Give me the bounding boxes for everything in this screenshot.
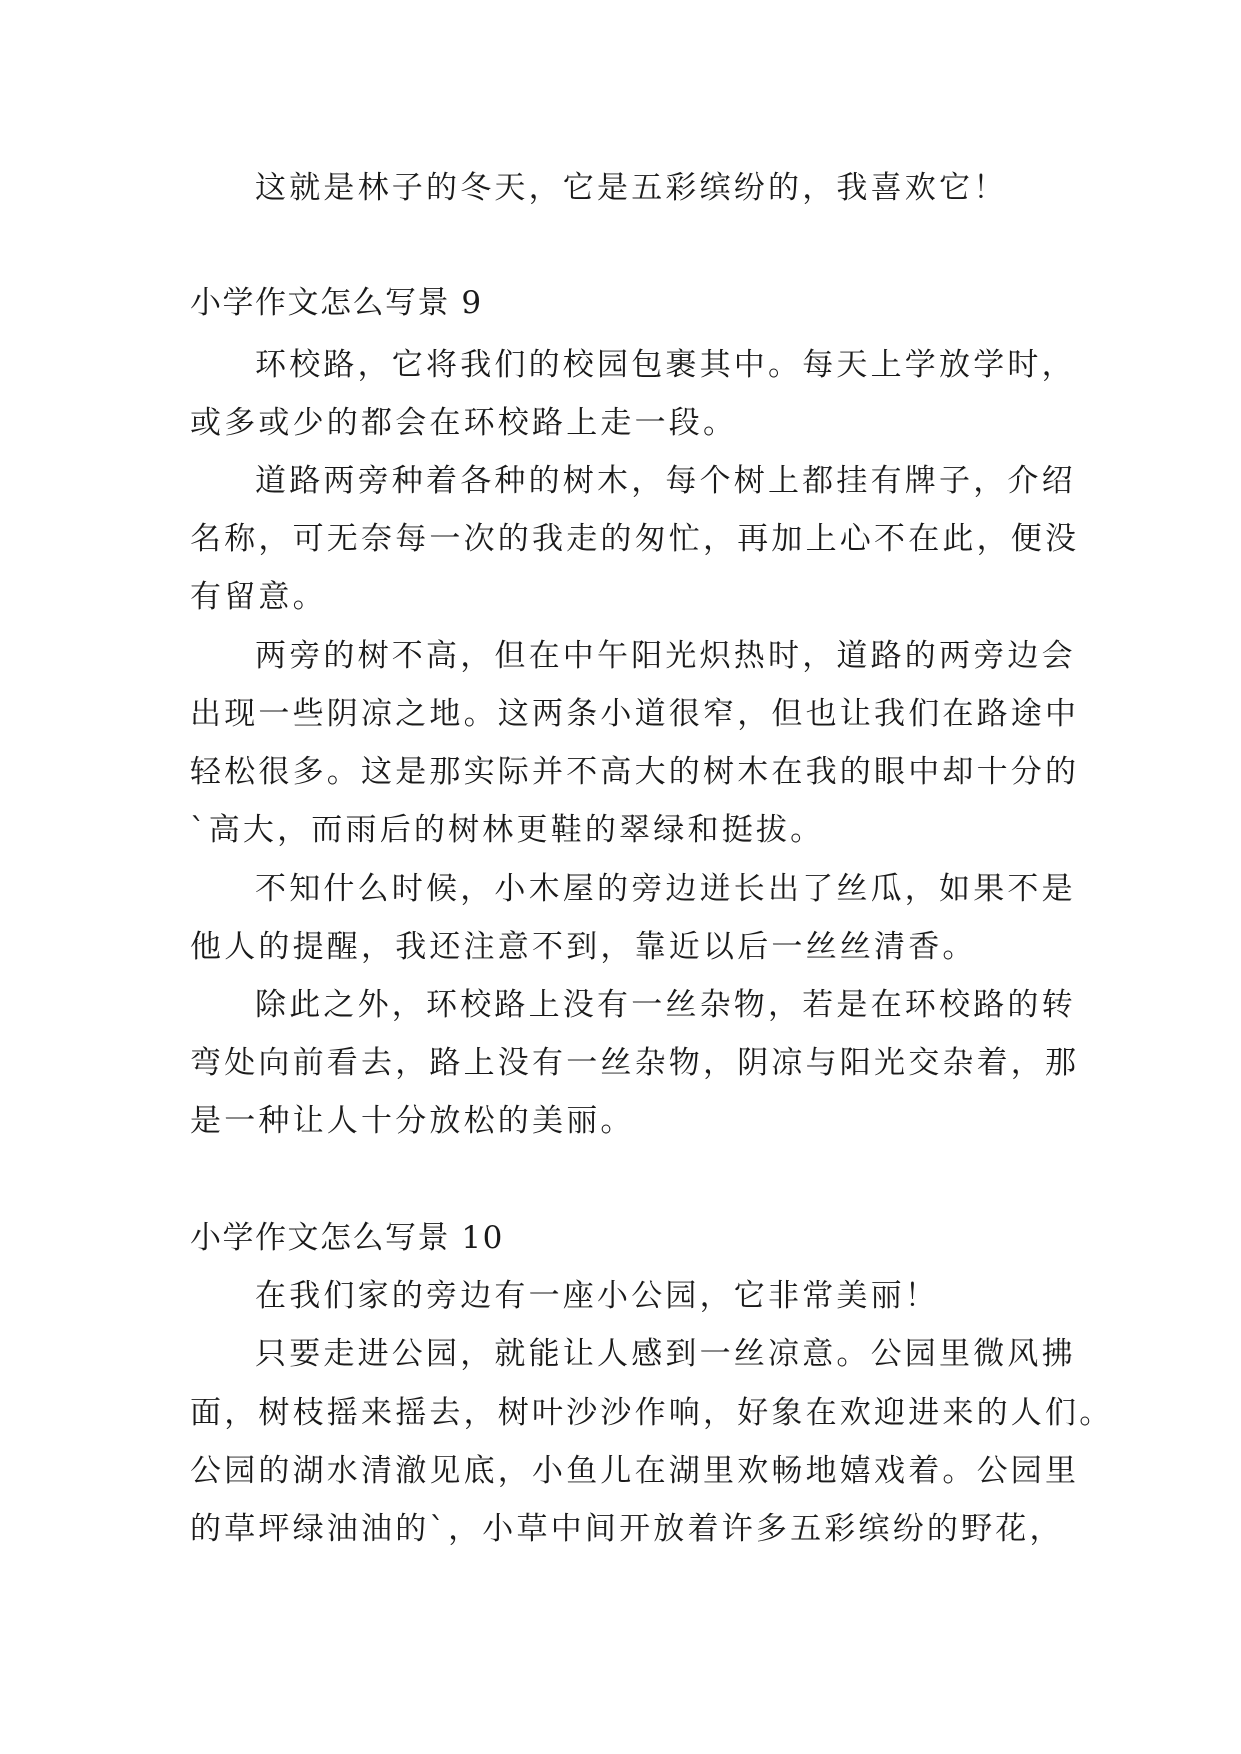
paragraph-line: 他人的提醒，我还注意不到，靠近以后一丝丝清香。 bbox=[190, 929, 977, 965]
paragraph-line: 只要走进公园，就能让人感到一丝凉意。公园里微风拂 bbox=[255, 1336, 1076, 1372]
paragraph-line: `高大，而雨后的树林更鞋的翠绿和挺拔。 bbox=[190, 812, 825, 848]
paragraph-line: 名称，可无奈每一次的我走的匆忙，再加上心不在此，便没 bbox=[190, 521, 1080, 557]
paragraph-line: 除此之外，环校路上没有一丝杂物，若是在环校路的转 bbox=[255, 987, 1076, 1023]
paragraph-line: 出现一些阴凉之地。这两条小道很窄，但也让我们在路途中 bbox=[190, 696, 1080, 732]
paragraph-line: 公园的湖水清澈见底，小鱼儿在湖里欢畅地嬉戏着。公园里 bbox=[190, 1453, 1080, 1489]
paragraph-line: 有留意。 bbox=[190, 579, 327, 615]
paragraph-line: 环校路，它将我们的校园包裹其中。每天上学放学时， bbox=[255, 347, 1076, 383]
paragraph-line: 面，树枝摇来摇去，树叶沙沙作响，好象在欢迎进来的人们。 bbox=[190, 1395, 1114, 1431]
paragraph-line: 不知什么时候，小木屋的旁边迸长出了丝瓜，如果不是 bbox=[255, 871, 1076, 907]
paragraph-line: 两旁的树不高，但在中午阳光炽热时，道路的两旁边会 bbox=[255, 638, 1076, 674]
paragraph-line: 道路两旁种着各种的树木，每个树上都挂有牌子，介绍 bbox=[255, 463, 1076, 499]
paragraph-line: 这就是林子的冬天，它是五彩缤纷的，我喜欢它！ bbox=[255, 170, 1008, 206]
paragraph-line: 是一种让人十分放松的美丽。 bbox=[190, 1103, 635, 1139]
section-heading: 小学作文怎么写景 10 bbox=[190, 1220, 504, 1256]
paragraph-line: 弯处向前看去，路上没有一丝杂物，阴凉与阳光交杂着，那 bbox=[190, 1045, 1080, 1081]
paragraph-line: 的草坪绿油油的`，小草中间开放着许多五彩缤纷的野花， bbox=[190, 1511, 1064, 1547]
section-heading: 小学作文怎么写景 9 bbox=[190, 285, 483, 321]
paragraph-line: 轻松很多。这是那实际并不高大的树木在我的眼中却十分的 bbox=[190, 754, 1080, 790]
paragraph-line: 或多或少的都会在环校路上走一段。 bbox=[190, 405, 738, 441]
paragraph-line: 在我们家的旁边有一座小公园，它非常美丽！ bbox=[255, 1278, 939, 1314]
